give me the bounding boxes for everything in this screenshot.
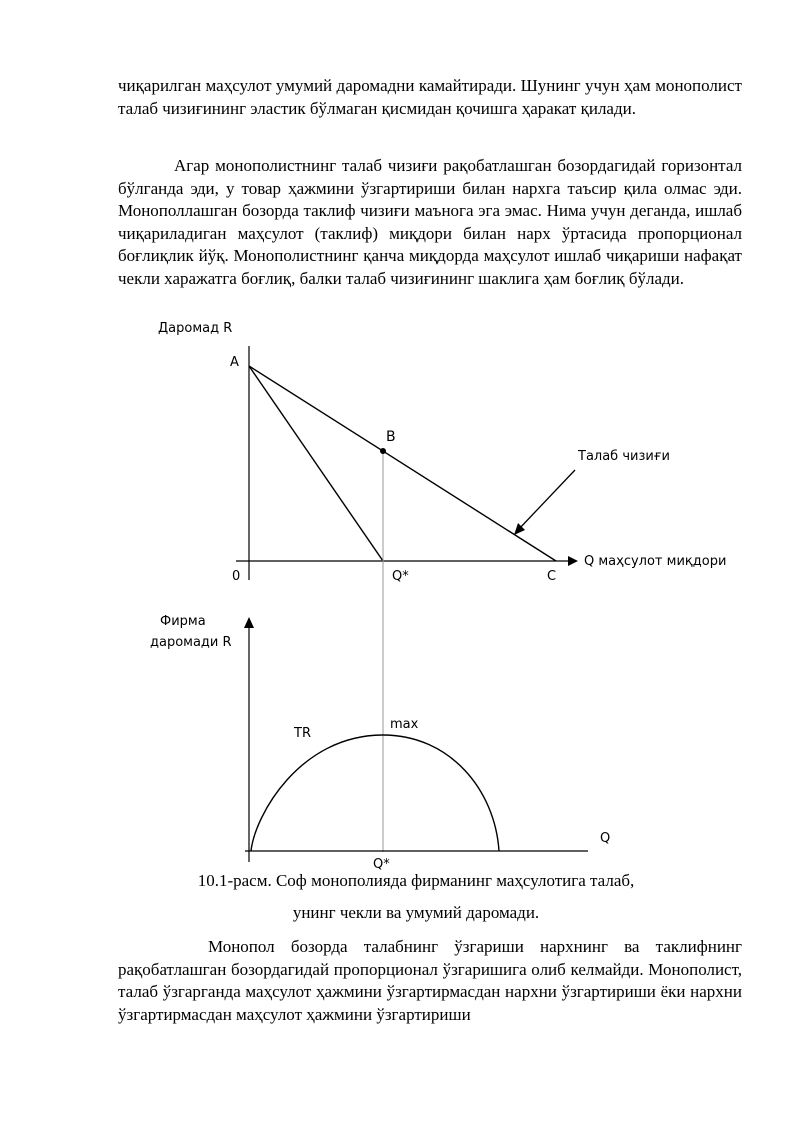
tr-label: TR [294,726,311,741]
demand-line-label: Талаб чизиғи [578,449,670,464]
paragraph-2: Агар монополистнинг талаб чизиғи рақобатлашган бозордагидай горизонтал бўлганда эди, у товар ҳажмини ўзгартириши билан нархга таъсир қила олмас эди. Монополлашган бозорда таклиф чизиғи маънога эга эмас. Нима учун деганда, ишлаб чиқариладиган маҳсулот (таклиф) миқдори билан нарх ўртасида пропорционал боғлиқлик йўқ. Монополистнинг қанча миқдорда маҳсулот ишлаб чиқариши нафақат чекли харажатга боғлиқ, балки талаб чизиғининг шаклига ҳам боғлиқ бўлади. [118,156,742,288]
point-b-dot [380,448,386,454]
origin-label: 0 [232,569,241,584]
figure-caption-line-2: унинг чекли ва умумий даромади. [292,903,540,922]
demand-line [249,366,556,561]
top-q-star-label: Q* [392,569,409,584]
paragraph-1: чиқарилган маҳсулот умумий даромадни камайтиради. Шунинг учун ҳам монополист талаб чизиғининг эластик бўлмаган қисмидан қочишга ҳаракат қилади. [118,76,742,118]
point-c-label: C [547,569,557,584]
max-label: max [390,717,419,732]
point-a-label: A [230,355,239,370]
bottom-y-axis-label-line1: Фирма [160,614,206,629]
bottom-x-axis-label: Q [600,831,611,846]
top-x-arrow [568,556,578,566]
marginal-revenue-line [249,366,383,561]
point-b-label: B [386,429,396,445]
bottom-y-arrow [244,617,254,628]
total-revenue-curve [251,735,499,851]
figure-caption-line-1: 10.1-расм. Соф монополияда фирманинг маҳсулотига талаб, [197,871,635,890]
bottom-y-axis-label-line2: даромади R [150,635,232,650]
demand-pointer [518,470,575,530]
bottom-q-star-label: Q* [373,857,390,872]
paragraph-3: Монопол бозорда талабнинг ўзгариши нархнинг ва таклифнинг рақобатлашган бозордагидай пропорционал ўзгаришига олиб келмайди. Монополист, талаб ўзгарганда маҳсулот ҳажмини ўзгартирмасдан нархни ўзгартириши ёки нархни ўзгартирмасдан маҳсулот ҳажмини ўзгартириши [118,937,742,1024]
top-y-axis-label: Даромад R [158,321,233,336]
top-x-axis-label: Q маҳсулот миқдори [584,554,727,569]
